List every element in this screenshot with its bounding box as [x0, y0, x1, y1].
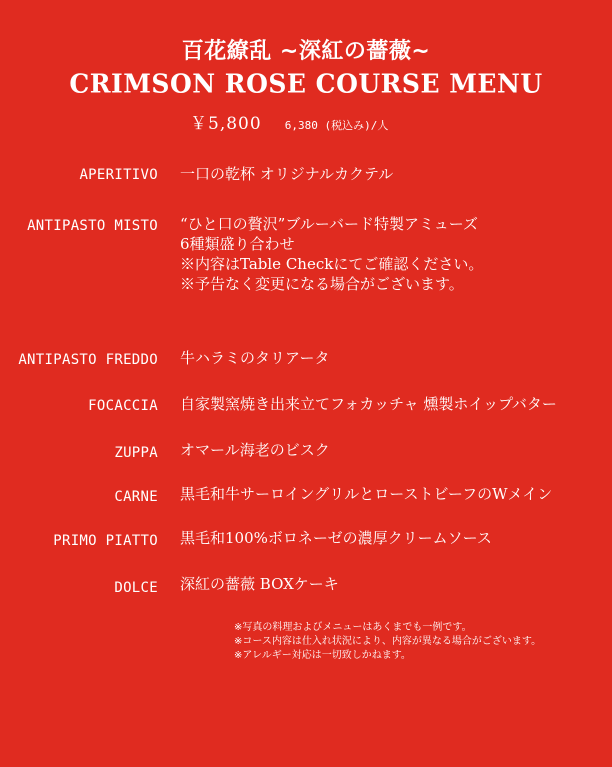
course-desc-carne — [180, 484, 552, 504]
footnote: ※写真の料理およびメニューはあくまでも一例です。 — [234, 622, 472, 633]
course-desc-line: 自家製窯焼き出来立てフォカッチャ 燻製ホイップバター — [180, 395, 557, 413]
course-label-antipasto-freddo: ANTIPASTO FREDDO — [18, 352, 158, 368]
footnote: ※アレルギー対応は一切致しかねます。 — [234, 650, 411, 661]
course-desc-line: 深紅の薔薇 BOXケーキ — [180, 575, 339, 593]
menu-title-japanese: 百花繚乱 ~深紅の薔薇~ — [181, 39, 431, 64]
course-desc-line: 黒毛和100%ボロネーゼの濃厚クリームソース — [180, 529, 492, 547]
course-desc-line: オマール海老のビスク — [180, 441, 330, 459]
course-desc-antipasto-misto — [180, 214, 483, 294]
course-label-antipasto-misto: ANTIPASTO MISTO — [27, 218, 158, 234]
course-label-zuppa: ZUPPA — [114, 445, 158, 461]
course-desc-line: 牛ハラミのタリアータ — [180, 349, 330, 367]
course-desc-focaccia — [180, 394, 557, 414]
course-desc-aperitivo — [180, 164, 393, 184]
course-label-primo-piatto: PRIMO PIATTO — [53, 533, 158, 549]
course-desc-line: 一口の乾杯 オリジナルカクテル — [180, 165, 394, 183]
course-desc-primo-piatto — [180, 528, 492, 548]
course-desc-antipasto-freddo — [180, 348, 330, 368]
course-label-focaccia: FOCACCIA — [88, 398, 158, 414]
price-main: ￥5,800 — [190, 114, 262, 134]
course-label-carne: CARNE — [114, 489, 158, 505]
course-desc-line: “ひと口の贅沢”ブルーバード特製アミューズ — [180, 215, 478, 233]
price-row — [190, 109, 388, 134]
price-tax-included: 6,380 (税込み)/人 — [284, 119, 389, 132]
course-label-dolce: DOLCE — [114, 580, 158, 596]
course-desc-line: 黒毛和牛サーロイングリルとローストビーフのWメイン — [180, 485, 553, 503]
footnotes — [234, 621, 541, 663]
menu-title-english: CRIMSON ROSE COURSE MENU — [69, 68, 543, 99]
course-desc-zuppa — [180, 440, 330, 460]
course-desc-dolce — [180, 574, 339, 594]
course-desc-line: ※内容はTable Checkにてご確認ください。 — [180, 255, 484, 273]
course-desc-line: ※予告なく変更になる場合がございます。 — [180, 275, 464, 293]
footnote: ※コース内容は仕入れ状況により、内容が異なる場合がございます。 — [234, 636, 542, 647]
course-desc-line: 6種類盛り合わせ — [180, 235, 295, 253]
course-label-aperitivo: APERITIVO — [79, 167, 158, 183]
